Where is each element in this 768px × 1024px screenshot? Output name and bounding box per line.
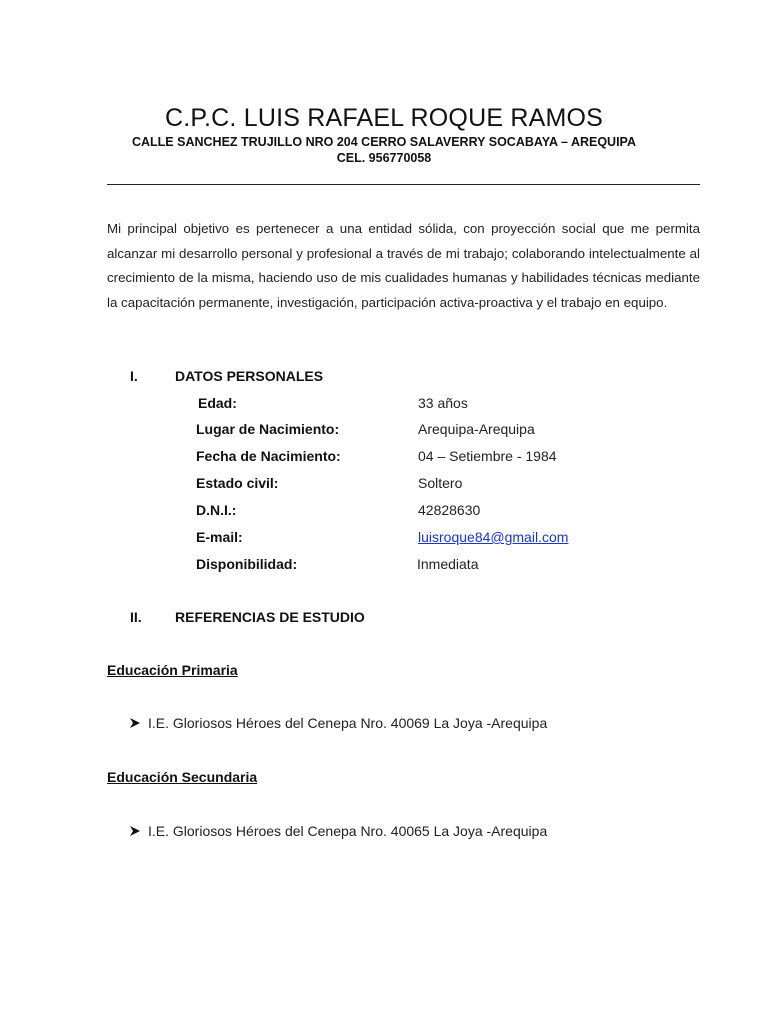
section-number: II. [130,609,142,625]
arrowhead-bullet-icon [130,826,140,836]
objective-paragraph: Mi principal objetivo es pertenecer a una entidad sólida, con proyección social que me permita alcanzar mi desarrollo personal y profesional a través de mi trabajo; colaborando intelectualmente al crecimiento de la misma, haciendo uso de mis cualidades humanas y habilidades técnicas mediante la capacitación permanente, investigación, participación activa-proactiva y el trabajo en equipo. [107,221,700,310]
field-label: Estado civil: [196,475,279,491]
arrowhead-bullet-icon [130,718,140,728]
field-value: 04 – Setiembre - 1984 [418,448,557,464]
personal-row-email [196,529,696,549]
address-line: CALLE SANCHEZ TRUJILLO NRO 204 CERRO SALAVERRY SOCABAYA – AREQUIPA [131,135,636,149]
personal-row-dni [196,502,696,522]
field-label: Disponibilidad: [196,556,298,572]
field-label: Edad: [198,395,237,411]
field-value: Arequipa-Arequipa [418,421,535,437]
candidate-name: C.P.C. LUIS RAFAEL ROQUE RAMOS [164,104,604,132]
field-label: Fecha de Nacimiento: [196,448,341,464]
personal-row-lugar-nacimiento [196,421,696,441]
personal-row-fecha-nacimiento [196,448,696,468]
email-link[interactable]: luisroque84@gmail.com [418,529,569,545]
field-value: 42828630 [418,502,481,518]
section-title: REFERENCIAS DE ESTUDIO [175,609,365,625]
header-divider [107,184,700,185]
heading-educacion-primaria: Educación Primaria [107,662,238,678]
section-title: DATOS PERSONALES [175,368,324,384]
list-item-secundaria [130,823,547,839]
school-text: I.E. Gloriosos Héroes del Cenepa Nro. 40065 La Joya -Arequipa [148,823,548,839]
personal-row-disponibilidad [196,556,696,576]
field-label: Lugar de Nacimiento: [196,421,340,437]
list-item-primaria [130,715,547,731]
personal-row-edad [198,395,698,415]
field-value: 33 años [418,395,468,411]
field-label: E-mail: [196,529,243,545]
phone-line: CEL. 956770058 [336,151,432,165]
personal-row-estado-civil [196,475,696,495]
field-value: Inmediata [417,556,479,572]
school-text: I.E. Gloriosos Héroes del Cenepa Nro. 40069 La Joya -Arequipa [148,715,548,731]
heading-educacion-secundaria: Educación Secundaria [107,769,258,785]
field-value: Soltero [418,475,463,491]
section-number: I. [130,368,138,384]
field-label: D.N.I.: [196,502,237,518]
